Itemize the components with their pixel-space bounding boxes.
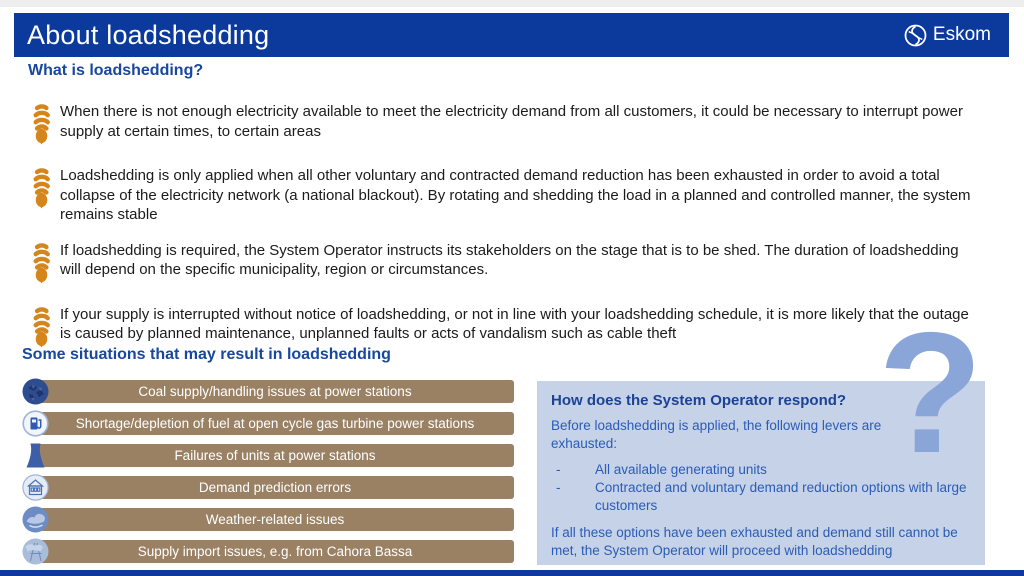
eskom-brand: [903, 23, 991, 48]
page-title: About loadshedding: [27, 19, 270, 50]
fuel-pump-icon: [22, 410, 49, 437]
dash-bullet: -: [556, 462, 561, 477]
situations-heading: Some situations that may result in loadshedding: [22, 346, 391, 363]
top-strip: [0, 0, 1024, 7]
situation-row: [22, 380, 514, 403]
situation-bar: Shortage/depletion of fuel at open cycle gas turbine power stations: [36, 412, 514, 435]
cfl-bulb-icon: [30, 242, 60, 289]
eskom-brand-label: Eskom: [932, 24, 991, 45]
situation-bar: Coal supply/handling issues at power stations: [36, 380, 514, 403]
bullet-row: [30, 166, 982, 225]
eskom-logo-icon: [903, 23, 928, 48]
operator-box-heading: How does the System Operator respond?: [551, 392, 847, 409]
bullet-text: When there is not enough electricity available to meet the electricity demand from all customers, it could be necessary to interrupt power supply at certain times, to certain areas: [60, 103, 963, 140]
lever-text: Contracted and voluntary demand reduction options with large customers: [595, 480, 967, 513]
cfl-bulb-icon: [30, 167, 60, 225]
bullet-text: If your supply is interrupted without notice of loadshedding, or not in line with your loadshedding schedule, it is more likely that the outage is caused by planned maintenance, unplanned faults or acts of vandalism such as cable theft: [60, 305, 969, 342]
cooling-tower-icon: [22, 442, 49, 469]
bottom-strip: [0, 570, 1024, 576]
situations-list: [22, 380, 514, 572]
situation-bar: Demand prediction errors: [36, 476, 514, 499]
dash-bullet: -: [556, 480, 561, 495]
operator-box-intro: Before loadshedding is applied, the following levers are exhausted:: [551, 418, 882, 451]
system-operator-box: [537, 297, 985, 565]
what-is-loadshedding-heading: What is loadshedding?: [28, 62, 204, 79]
question-mark-graphic: ?: [877, 297, 983, 489]
power-lines-icon: [22, 538, 49, 565]
situation-row: [22, 476, 514, 499]
coal-icon: [22, 378, 49, 405]
situation-bar: Supply import issues, e.g. from Cahora Bassa: [36, 540, 514, 563]
bullet-text: If loadshedding is required, the System Operator instructs its stakeholders on the stage that is to be shed. The duration of loadshedding will depend on the specific municipality, region or circumstances.: [60, 241, 959, 278]
bullet-row: [30, 241, 982, 289]
situation-row: [22, 508, 514, 531]
bullet-row: [30, 102, 982, 150]
slide-title-bar: [14, 13, 1009, 57]
lever-text: All available generating units: [595, 462, 767, 477]
situation-row: [22, 444, 514, 467]
situation-row: [22, 540, 514, 563]
situation-bar: Weather-related issues: [36, 508, 514, 531]
cfl-bulb-icon: [30, 103, 60, 150]
weather-icon: [22, 506, 49, 533]
situation-row: [22, 412, 514, 435]
building-icon: [22, 474, 49, 501]
situation-bar: Failures of units at power stations: [36, 444, 514, 467]
bullet-text: Loadshedding is only applied when all other voluntary and contracted demand reduction has been exhausted in order to avoid a total collapse of the electricity network (a national blackout). By rotating and shedding the load in a planned and controlled manner, the system remains stable: [60, 167, 971, 223]
operator-box-conclusion: If all these options have been exhausted and demand still cannot be met, the System Operator will proceed with loadshedding: [551, 525, 958, 558]
what-is-loadshedding-bullets: [30, 102, 982, 369]
